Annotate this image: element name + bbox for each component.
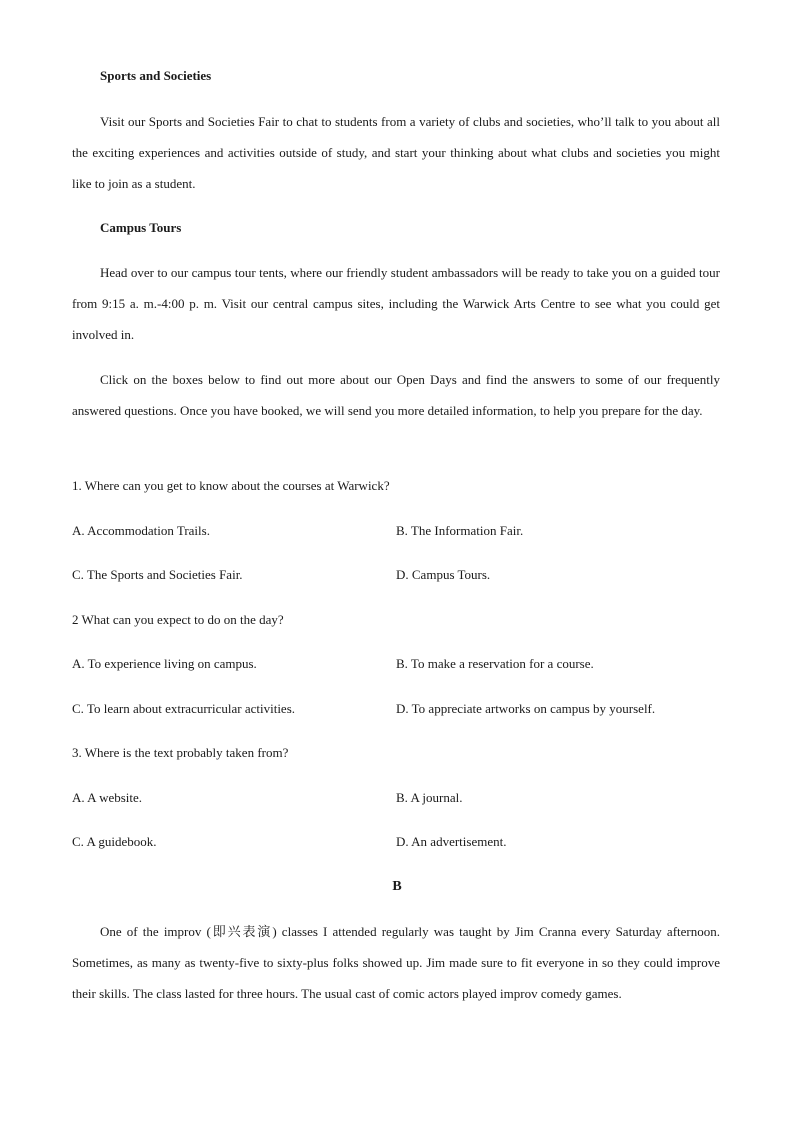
question-3-option-d: D. An advertisement. [396, 834, 507, 849]
campus-tours-paragraph: Head over to our campus tour tents, where our friendly student ambassadors will be ready to take you on a guided tour from 9:15 a. m.-4:00 p. m. Visit our central campus sites, including the Warwick Arts Centre to see what you could get involved in. [72, 265, 720, 342]
open-days-paragraph: Click on the boxes below to find out more about our Open Days and find the answers to some of our frequently answered questions. Once you have booked, we will send you more detailed information, to help you prepare for the day. [72, 372, 720, 418]
question-2-option-c: C. To learn about extracurricular activities. [72, 701, 296, 716]
section-b-paragraph: One of the improv (即兴表演) classes I attended regularly was taught by Jim Cranna every Saturday afternoon. Sometimes, as many as twenty-five to sixty-plus folks showed up. Jim made sure to fit everyone in so they could improve their skills. The class lasted for three hours. The usual cast of comic actors played improv comedy games. [72, 924, 720, 1001]
campus-tours-heading: Campus Tours [100, 220, 182, 235]
question-3-option-a: A. A website. [72, 790, 143, 805]
question-1: 1. Where can you get to know about the courses at Warwick? [72, 478, 390, 493]
question-2-option-a: A. To experience living on campus. [72, 656, 257, 671]
question-1-option-a: A. Accommodation Trails. [72, 523, 210, 538]
question-2-option-b: B. To make a reservation for a course. [396, 656, 594, 671]
sports-societies-paragraph: Visit our Sports and Societies Fair to chat to students from a variety of clubs and societies, who’ll talk to you about all the exciting experiences and activities outside of study, and start your thinking about what clubs and societies you might like to join as a student. [72, 114, 720, 191]
question-1-option-b: B. The Information Fair. [396, 523, 524, 538]
question-2-option-d: D. To appreciate artworks on campus by yourself. [396, 701, 656, 716]
section-b-title: B [392, 879, 402, 894]
question-2: 2 What can you expect to do on the day? [72, 612, 284, 627]
question-3: 3. Where is the text probably taken from? [72, 745, 289, 760]
sports-societies-heading: Sports and Societies [100, 68, 212, 83]
question-3-option-c: C. A guidebook. [72, 834, 157, 849]
question-1-option-d: D. Campus Tours. [396, 567, 491, 582]
question-3-option-b: B. A journal. [396, 790, 463, 805]
question-1-option-c: C. The Sports and Societies Fair. [72, 567, 243, 582]
